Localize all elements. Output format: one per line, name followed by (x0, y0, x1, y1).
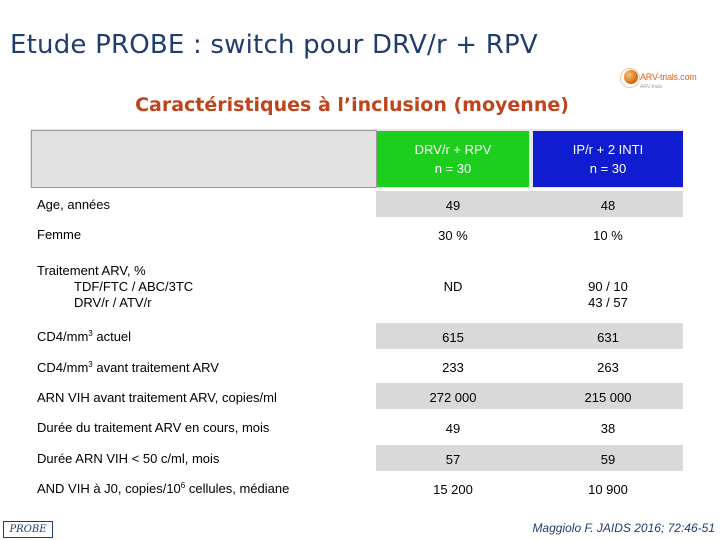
table-header-empty-cell (31, 130, 377, 188)
value-ip: 263 (597, 360, 619, 375)
row-label-text: actuel (92, 329, 132, 344)
row-label (37, 360, 219, 375)
row-label (37, 481, 289, 496)
column-header-drv-n: n = 30 (434, 161, 472, 176)
row-label: ARN VIH avant traitement ARV, copies/ml (37, 390, 277, 405)
row-label-multiline (37, 263, 193, 311)
slide-title: Etude PROBE : switch pour DRV/r + RPV (10, 30, 538, 60)
study-tag: PROBE (3, 521, 53, 538)
value-drv: ND (443, 279, 463, 294)
logo-text: ARV-trials.com (640, 72, 697, 82)
row-label-line: Traitement ARV, % (37, 263, 146, 278)
column-header-drv-rpv (377, 131, 529, 187)
value-ip: 631 (597, 330, 619, 345)
value-drv: 615 (442, 330, 464, 345)
column-header-drv-name: DRV/r + RPV (414, 142, 492, 157)
row-label: Age, années (37, 197, 111, 212)
logo-subtext: ARV-trials (640, 84, 663, 90)
value-ip-multiline (533, 279, 683, 311)
row-label-text: avant traitement ARV (92, 360, 219, 375)
value-ip: 10 900 (588, 482, 628, 497)
value-ip: 10 % (593, 228, 623, 243)
row-label-superscript: 3 (88, 360, 93, 369)
row-label: Femme (37, 227, 82, 242)
row-label-line: TDF/FTC / ABC/3TC (74, 279, 194, 294)
row-label (37, 329, 131, 344)
row-label-superscript: 6 (180, 481, 186, 490)
value-ip-line: 43 / 57 (588, 295, 628, 310)
value-ip: 48 (600, 198, 616, 213)
value-drv: 15 200 (433, 482, 473, 497)
column-header-ip-inti (533, 131, 683, 187)
value-drv: 30 % (438, 228, 468, 243)
value-drv: 49 (445, 198, 461, 213)
row-label: Durée du traitement ARV en cours, mois (37, 420, 270, 435)
table-subtitle: Caractéristiques à l’inclusion (moyenne) (135, 94, 569, 116)
row-label-text: CD4/mm (37, 360, 89, 375)
value-drv: 233 (442, 360, 464, 375)
row-label-text: cellules, médiane (185, 481, 290, 496)
value-ip: 38 (600, 421, 616, 436)
column-header-ip-n: n = 30 (589, 161, 627, 176)
value-drv: 49 (445, 421, 461, 436)
value-ip: 215 000 (584, 390, 632, 405)
row-label-superscript: 3 (88, 329, 93, 338)
column-header-ip-name: IP/r + 2 INTI (572, 142, 644, 157)
row-label-line: DRV/r / ATV/r (74, 295, 152, 310)
value-ip: 59 (600, 452, 616, 467)
row-label-text: CD4/mm (37, 329, 89, 344)
row-label: Durée ARN VIH < 50 c/ml, mois (37, 451, 220, 466)
value-drv: 57 (445, 452, 461, 467)
reference-citation: Maggiolo F. JAIDS 2016; 72:46-51 (532, 521, 715, 535)
value-ip-line: 90 / 10 (588, 279, 628, 294)
logo-globe-icon (624, 70, 638, 84)
row-label-text: AND VIH à J0, copies/10 (37, 481, 181, 496)
value-drv: 272 000 (429, 390, 477, 405)
